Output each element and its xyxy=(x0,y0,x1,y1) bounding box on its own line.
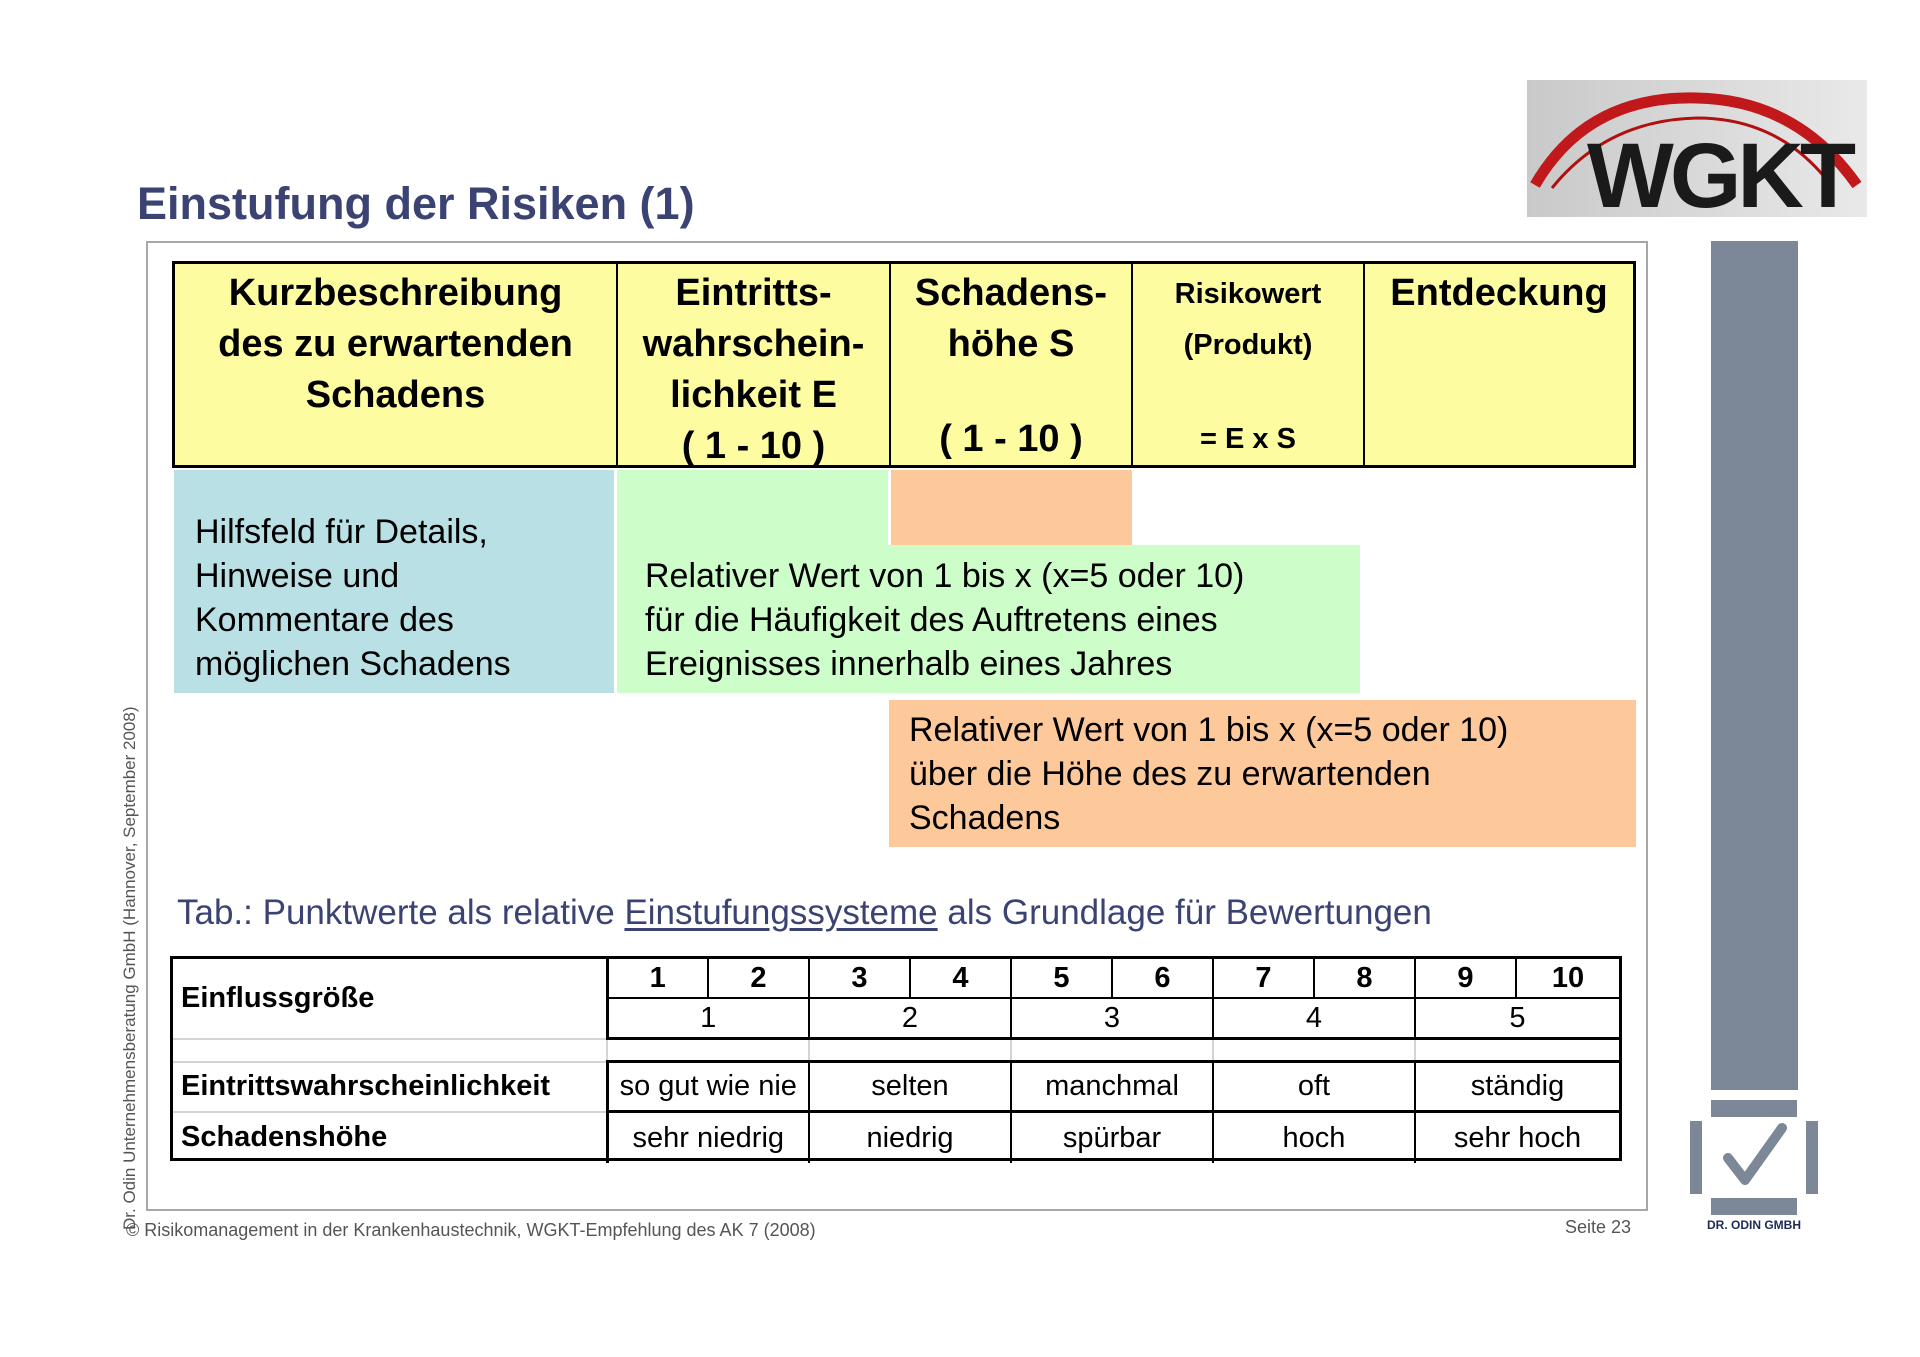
block-line: Ereignisses innerhalb eines Jahres xyxy=(645,645,1173,683)
orange-damage-block xyxy=(889,700,1636,847)
schaden-cell: spürbar xyxy=(1011,1112,1213,1164)
scale-number: 10 xyxy=(1516,959,1619,998)
header-text: ( 1 - 10 ) xyxy=(681,425,826,467)
scale-number: 9 xyxy=(1415,959,1516,998)
blue-help-block xyxy=(174,470,614,693)
risk-header-table xyxy=(172,261,1636,468)
scale-number: 4 xyxy=(910,959,1011,998)
gap-cell xyxy=(173,1039,607,1062)
block-line: Hinweise und xyxy=(195,557,400,595)
footer-copyright: © Risikomanagement in der Krankenhaustechnik, WGKT-Empfehlung des AK 7 (2008) xyxy=(126,1220,816,1240)
row-label-einflussgroesse: Einflussgröße xyxy=(181,981,375,1014)
header-schadenshoehe xyxy=(891,264,1133,465)
block-line: über die Höhe des zu erwartenden xyxy=(909,755,1431,793)
rating-table xyxy=(170,956,1622,1161)
block-line: Hilfsfeld für Details, xyxy=(195,513,488,551)
header-kurzbeschreibung xyxy=(175,264,618,465)
block-line: möglichen Schadens xyxy=(195,645,511,683)
rating-table-grid xyxy=(173,959,1619,1163)
eintritt-cell: selten xyxy=(809,1062,1011,1112)
checkmark-logo-icon xyxy=(1690,1100,1818,1215)
company-name: DR. ODIN GMBH xyxy=(1707,1218,1801,1232)
vertical-copyright-text: Dr. Odin Unternehmensberatung GmbH (Hannover, September 2008) xyxy=(120,706,139,1230)
scale-number: 2 xyxy=(708,959,809,998)
gap-cell xyxy=(809,1039,1011,1062)
scale-group: 2 xyxy=(809,998,1011,1039)
scale-number: 8 xyxy=(1314,959,1415,998)
header-text: (Produkt) xyxy=(1183,329,1313,361)
caption-text: Tab.: Punktwerte als relative xyxy=(177,893,625,932)
scale-group: 3 xyxy=(1011,998,1213,1039)
eintritt-cell: ständig xyxy=(1415,1062,1619,1112)
header-text: Schadens xyxy=(305,374,486,416)
header-eintrittswahrscheinlichkeit xyxy=(618,264,891,465)
block-line: für die Häufigkeit des Auftretens eines xyxy=(645,601,1218,639)
scale-group: 1 xyxy=(607,998,809,1039)
header-text: höhe S xyxy=(947,323,1075,365)
eintritt-cell: oft xyxy=(1213,1062,1415,1112)
schaden-cell: hoch xyxy=(1213,1112,1415,1164)
gap-cell xyxy=(1213,1039,1415,1062)
header-text: Eintritts- xyxy=(675,272,832,314)
header-risikowert xyxy=(1133,264,1365,465)
gap-cell xyxy=(1011,1039,1213,1062)
header-entdeckung xyxy=(1365,264,1633,465)
row-label-eintrittswahrscheinlichkeit: Eintrittswahrscheinlichkeit xyxy=(181,1070,551,1102)
block-line: Schadens xyxy=(909,799,1061,837)
wgkt-logo-graphic xyxy=(1527,80,1867,217)
eintritt-cell: so gut wie nie xyxy=(607,1062,809,1112)
orange-block-top xyxy=(891,470,1132,545)
scale-number: 5 xyxy=(1011,959,1112,998)
block-line: Relativer Wert von 1 bis x (x=5 oder 10) xyxy=(909,711,1509,749)
scale-number: 6 xyxy=(1112,959,1213,998)
header-text: lichkeit E xyxy=(670,374,837,416)
scale-number: 7 xyxy=(1213,959,1314,998)
scale-number: 3 xyxy=(809,959,910,998)
block-line: Relativer Wert von 1 bis x (x=5 oder 10) xyxy=(645,557,1245,595)
page-title: Einstufung der Risiken (1) xyxy=(137,178,695,229)
scale-group: 4 xyxy=(1213,998,1415,1039)
header-text: = E x S xyxy=(1200,423,1296,455)
scale-number: 1 xyxy=(607,959,708,998)
schaden-cell: sehr niedrig xyxy=(607,1112,809,1164)
header-text: Kurzbeschreibung xyxy=(228,272,563,314)
header-text: wahrschein- xyxy=(642,323,865,365)
header-text: des zu erwartenden xyxy=(218,323,573,365)
block-line: Kommentare des xyxy=(195,601,454,639)
header-text: Schadens- xyxy=(914,272,1108,314)
gap-cell xyxy=(607,1039,809,1062)
header-text: ( 1 - 10 ) xyxy=(939,418,1083,460)
header-text: Entdeckung xyxy=(1390,272,1608,314)
caption-link[interactable]: Einstufungssysteme xyxy=(624,893,938,932)
schaden-cell: niedrig xyxy=(809,1112,1011,1164)
scale-group: 5 xyxy=(1415,998,1619,1039)
green-block-top xyxy=(617,470,888,545)
header-text: Risikowert xyxy=(1174,278,1322,310)
sidebar-bar xyxy=(1711,241,1798,1090)
eintritt-cell: manchmal xyxy=(1011,1062,1213,1112)
row-label-schadenshoehe: Schadenshöhe xyxy=(173,1112,607,1164)
wgkt-logo xyxy=(1527,80,1867,217)
caption-text: als Grundlage für Bewertungen xyxy=(937,893,1432,932)
green-probability-block xyxy=(617,545,1360,693)
schaden-cell: sehr hoch xyxy=(1415,1112,1619,1164)
svg-text:WGKT: WGKT xyxy=(1587,125,1853,217)
table-caption xyxy=(177,893,1432,933)
gap-cell xyxy=(1415,1039,1619,1062)
page-number: Seite 23 xyxy=(1565,1217,1632,1237)
